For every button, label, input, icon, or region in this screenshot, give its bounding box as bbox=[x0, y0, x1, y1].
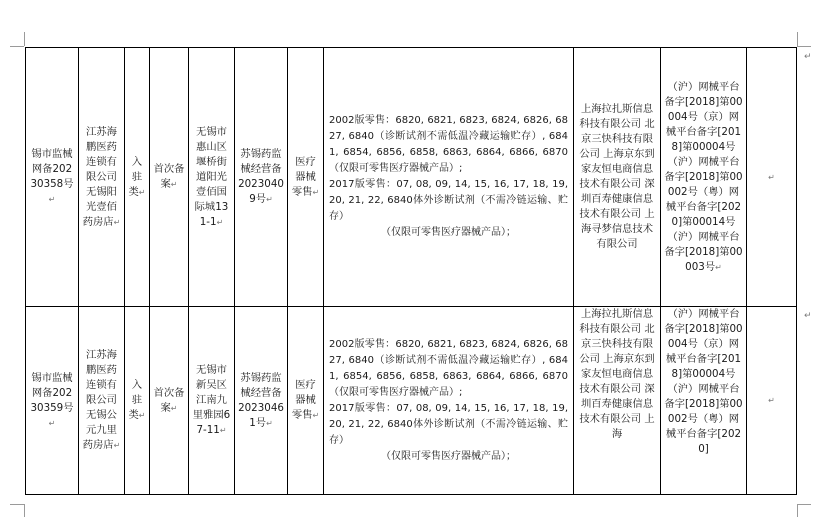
scope-2017: 2017版零售：07, 08, 09, 14, 15, 16, 17, 18, 19, 20, 21, 22, 6840体外诊断试剂（不需冷链运输、贮存） bbox=[329, 179, 568, 222]
scope-2017: 2017版零售：07, 08, 09, 14, 15, 16, 17, 18, 19, 20, 21, 22, 6840体外诊断试剂（不需冷链运输、贮存） bbox=[329, 402, 568, 446]
address-cell: 无锡市新吴区江南九里雅园67-11↵ bbox=[189, 307, 235, 495]
entry-type-cell: 入驻类↵ bbox=[125, 48, 150, 307]
filing-table bbox=[25, 47, 797, 495]
platform-companies-cell: 上海拉扎斯信息科技有限公司 北京三快科技有限公司 上海京东到家友恒电商信息技术有限公司 深圳百寿健康信息技术有限公司 上海 bbox=[574, 307, 661, 495]
license-cell: 苏锡药监械经营备20230409号↵ bbox=[235, 48, 288, 307]
license-cell: 苏锡药监械经营备20230461号↵ bbox=[235, 307, 288, 495]
table-row bbox=[26, 48, 797, 307]
filing-type-cell: 首次备案↵ bbox=[150, 307, 189, 495]
empty-cell: ↵ bbox=[747, 307, 797, 495]
record-number-cell: 锡市监械网备20230359号↵ bbox=[26, 307, 79, 495]
business-category-cell: 医疗器械零售↵ bbox=[288, 48, 324, 307]
scope-2002: 2002版零售：6820, 6821, 6823, 6824, 6826, 6827, 6840（诊断试剂不需低温冷藏运输贮存）, 6841, 6854, 6856, 6858, 6863, 6864, 6866, 6870 （仅限可零售医疗器械产品）; bbox=[329, 115, 568, 174]
crop-mark-bottom-right-v bbox=[797, 504, 798, 517]
empty-cell: ↵ bbox=[747, 48, 797, 307]
company-name-cell: 江苏海鹏医药连锁有限公司无锡公元九里药房店↵ bbox=[79, 307, 125, 495]
company-name-cell: 江苏海鹏医药连锁有限公司无锡阳光壹佰药房店↵ bbox=[79, 48, 125, 307]
business-scope-cell bbox=[324, 48, 574, 307]
platform-filing-numbers-cell: （沪）网械平台备字[2018]第00004号（京）网械平台备字[2018]第00004号（沪）网械平台备字[2018]第00002号（粤）网械平台备字[2020] bbox=[661, 307, 747, 495]
scope-2002: 2002版零售：6820, 6821, 6823, 6824, 6826, 6827, 6840（诊断试剂不需低温冷藏运输贮存）, 6841, 6854, 6856, 6858, 6863, 6864, 6866, 6870 （仅限可零售医疗器械产品）; bbox=[329, 338, 568, 398]
scope-2017-note: （仅限可零售医疗器械产品）； bbox=[381, 450, 516, 462]
platform-companies-cell: 上海拉扎斯信息科技有限公司 北京三快科技有限公司 上海京东到家友恒电商信息技术有限公司 深圳百寿健康信息技术有限公司 上海寻梦信息技术有限公司 bbox=[574, 48, 661, 307]
crop-mark-bottom-right-h bbox=[797, 504, 811, 505]
row-end-mark: ↵ bbox=[804, 311, 812, 321]
crop-mark-bottom-left-h bbox=[10, 504, 24, 505]
crop-mark-bottom-left-v bbox=[24, 504, 25, 517]
crop-mark-top-right-h bbox=[797, 46, 811, 47]
crop-mark-top-left-v bbox=[24, 32, 25, 46]
table-row bbox=[26, 307, 797, 495]
business-scope-cell bbox=[324, 307, 574, 495]
platform-filing-numbers-cell: （沪）网械平台备字[2018]第00004号（京）网械平台备字[2018]第00004号（沪）网械平台备字[2018]第00002号（粤）网械平台备字[2020]第00014号（沪）网械平台备字[2018]第00003号↵ bbox=[661, 48, 747, 307]
address-cell: 无锡市惠山区堰桥街道阳光壹佰国际城131-1↵ bbox=[189, 48, 235, 307]
entry-type-cell: 入驻类↵ bbox=[125, 307, 150, 495]
scope-2017-note: （仅限可零售医疗器械产品）； bbox=[381, 227, 516, 238]
crop-mark-top-right-v bbox=[797, 32, 798, 46]
crop-mark-top-left-h bbox=[10, 46, 24, 47]
filing-type-cell: 首次备案↵ bbox=[150, 48, 189, 307]
business-category-cell: 医疗器械零售↵ bbox=[288, 307, 324, 495]
row-end-mark: ↵ bbox=[804, 52, 812, 62]
record-number-cell: 锡市监械网备20230358号↵ bbox=[26, 48, 79, 307]
